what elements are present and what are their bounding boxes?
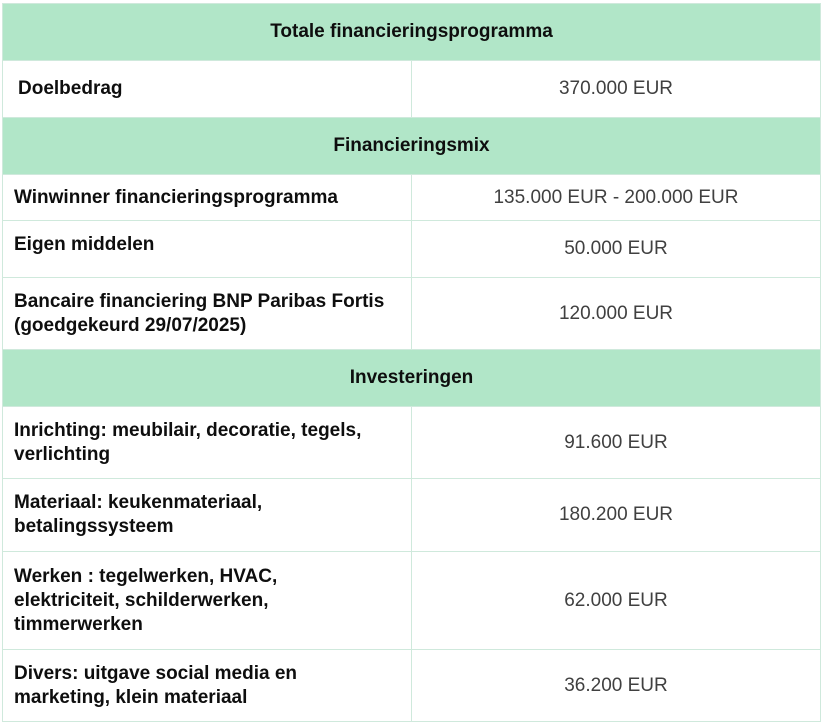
- row-value-own-funds: 50.000 EUR: [412, 221, 821, 278]
- row-value-materials: 180.200 EUR: [412, 479, 821, 552]
- row-value-works: 62.000 EUR: [412, 552, 821, 650]
- row-value-bank-financing: 120.000 EUR: [412, 278, 821, 350]
- row-label-misc: [3, 650, 412, 722]
- table-row: [3, 175, 821, 221]
- section-header-invest: [3, 350, 821, 407]
- row-label-bank-financing-line1: Bancaire financiering BNP Paribas Fortis: [14, 290, 385, 312]
- section-header-total: [3, 4, 821, 61]
- row-label-winwinner: Winwinner financieringsprogramma: [3, 175, 412, 221]
- section-title-total: Totale financieringsprogramma: [3, 4, 821, 61]
- row-label-materials-line1: Materiaal: keukenmateriaal,: [14, 492, 263, 513]
- row-label-furnishing-line2: verlichting: [14, 443, 111, 465]
- row-label-materials-line2: betalingssysteem: [14, 516, 174, 537]
- row-label-bank-financing: [3, 278, 412, 350]
- row-label-misc-line2: marketing, klein materiaal: [14, 686, 248, 708]
- row-label-works-line1: Werken : tegelwerken, HVAC,: [14, 565, 278, 587]
- row-label-bank-financing-line2: (goedgekeurd 29/07/2025): [14, 314, 247, 336]
- row-value-target-amount: 370.000 EUR: [412, 61, 821, 118]
- row-label-furnishing: [3, 407, 412, 479]
- row-label-works-line2: elektriciteit, schilderwerken,: [14, 589, 269, 611]
- row-value-misc: 36.200 EUR: [412, 650, 821, 722]
- row-label-furnishing-line1: Inrichting: meubilair, decoratie, tegels,: [14, 419, 362, 441]
- table-row: [3, 407, 821, 479]
- row-label-target-amount: Doelbedrag: [3, 61, 412, 118]
- row-label-own-funds: Eigen middelen: [3, 221, 412, 278]
- section-title-mix: Financieringsmix: [3, 118, 821, 175]
- table-row: [3, 650, 821, 722]
- row-label-works: [3, 552, 412, 650]
- table-row: [3, 221, 821, 278]
- table-row: [3, 479, 821, 552]
- table-row: [3, 61, 821, 118]
- financing-table: [2, 3, 821, 722]
- section-title-invest: Investeringen: [3, 350, 821, 407]
- row-label-misc-line1: Divers: uitgave social media en: [14, 662, 298, 684]
- row-value-furnishing: 91.600 EUR: [412, 407, 821, 479]
- table-row: [3, 552, 821, 650]
- section-header-mix: [3, 118, 821, 175]
- row-label-materials: [3, 479, 412, 552]
- row-label-works-line3: timmerwerken: [14, 613, 143, 635]
- table-row: [3, 278, 821, 350]
- row-value-winwinner: 135.000 EUR - 200.000 EUR: [412, 175, 821, 221]
